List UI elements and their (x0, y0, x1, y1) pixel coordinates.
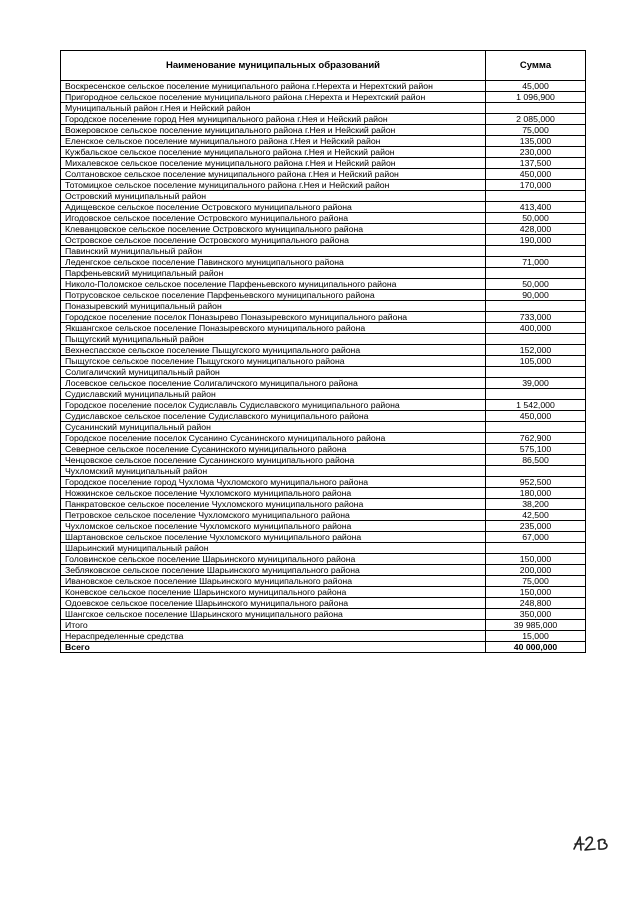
amount: 39 985,000 (486, 620, 586, 631)
table-row (61, 598, 586, 609)
table-row (61, 202, 586, 213)
municipality-name: Михалевское сельское поселение муниципального района г.Нея и Нейский район (61, 158, 486, 169)
district-group-row (61, 367, 586, 378)
amount: 105,000 (486, 356, 586, 367)
table-row (61, 378, 586, 389)
municipality-name: Тотомицкое сельское поселение муниципального района г.Нея и Нейский район (61, 180, 486, 191)
municipality-name: Пыщугский муниципальный район (61, 334, 486, 345)
amount: 67,000 (486, 532, 586, 543)
amount: 733,000 (486, 312, 586, 323)
district-group-row (61, 543, 586, 554)
municipality-name: Судиславское сельское поселение Судиславского муниципального района (61, 411, 486, 422)
table-row (61, 81, 586, 92)
amount: 248,800 (486, 598, 586, 609)
municipality-name: Коневское сельское поселение Шарьинского муниципального района (61, 587, 486, 598)
municipality-name: Ивановское сельское поселение Шарьинского муниципального района (61, 576, 486, 587)
table-row (61, 477, 586, 488)
table-row (61, 400, 586, 411)
table-row (61, 323, 586, 334)
municipality-name: Итого (61, 620, 486, 631)
amount (486, 301, 586, 312)
table-row (61, 224, 586, 235)
table-row (61, 356, 586, 367)
municipality-name: Нераспределенные средства (61, 631, 486, 642)
municipality-name: Вехнеспасское сельское поселение Пыщугского муниципального района (61, 345, 486, 356)
amount: 75,000 (486, 576, 586, 587)
municipality-name: Ченцовское сельское поселение Сусанинского муниципального района (61, 455, 486, 466)
table-body (61, 81, 586, 653)
amount: 450,000 (486, 411, 586, 422)
municipality-name: Солтановское сельское поселение муниципального района г.Нея и Нейский район (61, 169, 486, 180)
municipality-name: Еленское сельское поселение муниципального района г.Нея и Нейский район (61, 136, 486, 147)
municipality-name: Пыщугское сельское поселение Пыщугского муниципального района (61, 356, 486, 367)
district-group-row (61, 422, 586, 433)
district-group-row (61, 268, 586, 279)
table-row (61, 433, 586, 444)
amount (486, 191, 586, 202)
table-row (61, 488, 586, 499)
table-row (61, 279, 586, 290)
municipality-name: Клеванцовское сельское поселение Островского муниципального района (61, 224, 486, 235)
amount: 413,400 (486, 202, 586, 213)
district-group-row (61, 191, 586, 202)
municipality-name: Николо-Поломское сельское поселение Парфеньевского муниципального района (61, 279, 486, 290)
municipality-name: Шангское сельское поселение Шарьинского муниципального района (61, 609, 486, 620)
table-row (61, 510, 586, 521)
table-row (61, 631, 586, 642)
amount (486, 367, 586, 378)
allocation-table (60, 50, 586, 653)
district-group-row (61, 334, 586, 345)
amount: 86,500 (486, 455, 586, 466)
amount: 200,000 (486, 565, 586, 576)
municipality-name: Всего (61, 642, 486, 653)
table-row (61, 180, 586, 191)
amount: 1 542,000 (486, 400, 586, 411)
table-row (61, 345, 586, 356)
municipality-name: Чухломское сельское поселение Чухломского муниципального района (61, 521, 486, 532)
table-row (61, 169, 586, 180)
amount: 40 000,000 (486, 642, 586, 653)
municipality-name: Парфеньевский муниципальный район (61, 268, 486, 279)
amount: 190,000 (486, 235, 586, 246)
amount: 150,000 (486, 587, 586, 598)
amount: 230,000 (486, 147, 586, 158)
amount: 135,000 (486, 136, 586, 147)
municipality-name: Шартановское сельское поселение Чухломского муниципального района (61, 532, 486, 543)
handwritten-signature (571, 832, 611, 854)
amount: 50,000 (486, 213, 586, 224)
amount: 2 085,000 (486, 114, 586, 125)
table-row (61, 620, 586, 631)
amount: 50,000 (486, 279, 586, 290)
municipality-name: Судиславский муниципальный район (61, 389, 486, 400)
table-row (61, 235, 586, 246)
amount: 952,500 (486, 477, 586, 488)
amount: 575,100 (486, 444, 586, 455)
district-group-row (61, 466, 586, 477)
municipality-name: Зебляковское сельское поселение Шарьинского муниципального района (61, 565, 486, 576)
district-group-row (61, 389, 586, 400)
amount: 235,000 (486, 521, 586, 532)
table-row (61, 147, 586, 158)
municipality-name: Пригородное сельское поселение муниципального района г.Нерехта и Нерехтский район (61, 92, 486, 103)
amount (486, 543, 586, 554)
amount: 15,000 (486, 631, 586, 642)
table-row (61, 565, 586, 576)
amount: 170,000 (486, 180, 586, 191)
table-row (61, 257, 586, 268)
municipality-name: Петровское сельское поселение Чухломского муниципального района (61, 510, 486, 521)
municipality-name: Лосевское сельское поселение Солигаличского муниципального района (61, 378, 486, 389)
amount: 39,000 (486, 378, 586, 389)
table-row (61, 125, 586, 136)
table-header (61, 51, 586, 81)
amount: 350,000 (486, 609, 586, 620)
municipality-name: Городское поселение поселок Судиславль Судиславского муниципального района (61, 400, 486, 411)
table-row (61, 114, 586, 125)
municipality-name: Вожеровское сельское поселение муниципального района г.Нея и Нейский район (61, 125, 486, 136)
amount: 450,000 (486, 169, 586, 180)
amount (486, 246, 586, 257)
municipality-name: Адищевское сельское поселение Островского муниципального района (61, 202, 486, 213)
amount: 90,000 (486, 290, 586, 301)
amount: 45,000 (486, 81, 586, 92)
amount (486, 466, 586, 477)
municipality-name: Чухломский муниципальный район (61, 466, 486, 477)
amount: 152,000 (486, 345, 586, 356)
municipality-name: Потрусовское сельское поселение Парфеньевского муниципального района (61, 290, 486, 301)
district-group-row (61, 246, 586, 257)
municipality-name: Одоевское сельское поселение Шарьинского муниципального района (61, 598, 486, 609)
amount: 428,000 (486, 224, 586, 235)
municipality-name: Городское поселение город Нея муниципального района г.Нея и Нейский район (61, 114, 486, 125)
amount (486, 334, 586, 345)
district-group-row (61, 103, 586, 114)
table-row (61, 532, 586, 543)
municipality-name: Сусанинский муниципальный район (61, 422, 486, 433)
table-row (61, 587, 586, 598)
table-row (61, 312, 586, 323)
table-row (61, 158, 586, 169)
table-row (61, 576, 586, 587)
municipality-name: Кужбальское сельское поселение муниципального района г.Нея и Нейский район (61, 147, 486, 158)
municipality-name: Ножкинское сельское поселение Чухломского муниципального района (61, 488, 486, 499)
municipality-name: Воскресенское сельское поселение муниципального района г.Нерехта и Нерехтский район (61, 81, 486, 92)
table-header-row (61, 51, 586, 81)
amount: 38,200 (486, 499, 586, 510)
amount: 400,000 (486, 323, 586, 334)
amount (486, 103, 586, 114)
municipality-name: Муниципальный район г.Нея и Нейский район (61, 103, 486, 114)
amount: 762,900 (486, 433, 586, 444)
grand-total-row (61, 642, 586, 653)
table-row (61, 521, 586, 532)
table-row (61, 411, 586, 422)
municipality-name: Городское поселение поселок Поназырево Поназыревского муниципального района (61, 312, 486, 323)
municipality-name: Островский муниципальный район (61, 191, 486, 202)
header-sum: Сумма (486, 51, 586, 81)
municipality-name: Северное сельское поселение Сусанинского муниципального района (61, 444, 486, 455)
municipality-name: Островское сельское поселение Островского муниципального района (61, 235, 486, 246)
amount (486, 389, 586, 400)
municipality-name: Городское поселение город Чухлома Чухломского муниципального района (61, 477, 486, 488)
table-row (61, 290, 586, 301)
header-name: Наименование муниципальных образований (61, 51, 486, 81)
amount: 75,000 (486, 125, 586, 136)
amount: 180,000 (486, 488, 586, 499)
amount (486, 422, 586, 433)
amount: 150,000 (486, 554, 586, 565)
municipality-name: Якшангское сельское поселение Поназыревского муниципального района (61, 323, 486, 334)
municipality-name: Солигаличский муниципальный район (61, 367, 486, 378)
municipality-name: Панкратовское сельское поселение Чухломского муниципального района (61, 499, 486, 510)
municipality-name: Поназыревский муниципальный район (61, 301, 486, 312)
amount (486, 268, 586, 279)
amount: 71,000 (486, 257, 586, 268)
municipality-name: Павинский муниципальный район (61, 246, 486, 257)
table-row (61, 213, 586, 224)
municipality-name: Городское поселение поселок Сусанино Сусанинского муниципального района (61, 433, 486, 444)
table-row (61, 444, 586, 455)
municipality-name: Леденгское сельское поселение Павинского муниципального района (61, 257, 486, 268)
table-row (61, 499, 586, 510)
table-row (61, 455, 586, 466)
amount: 42,500 (486, 510, 586, 521)
amount: 137,500 (486, 158, 586, 169)
municipality-name: Головинское сельское поселение Шарьинского муниципального района (61, 554, 486, 565)
table-row (61, 92, 586, 103)
table-row (61, 609, 586, 620)
district-group-row (61, 301, 586, 312)
municipality-name: Игодовское сельское поселение Островского муниципального района (61, 213, 486, 224)
amount: 1 096,900 (486, 92, 586, 103)
municipality-name: Шарьинский муниципальный район (61, 543, 486, 554)
table-row (61, 136, 586, 147)
table-row (61, 554, 586, 565)
